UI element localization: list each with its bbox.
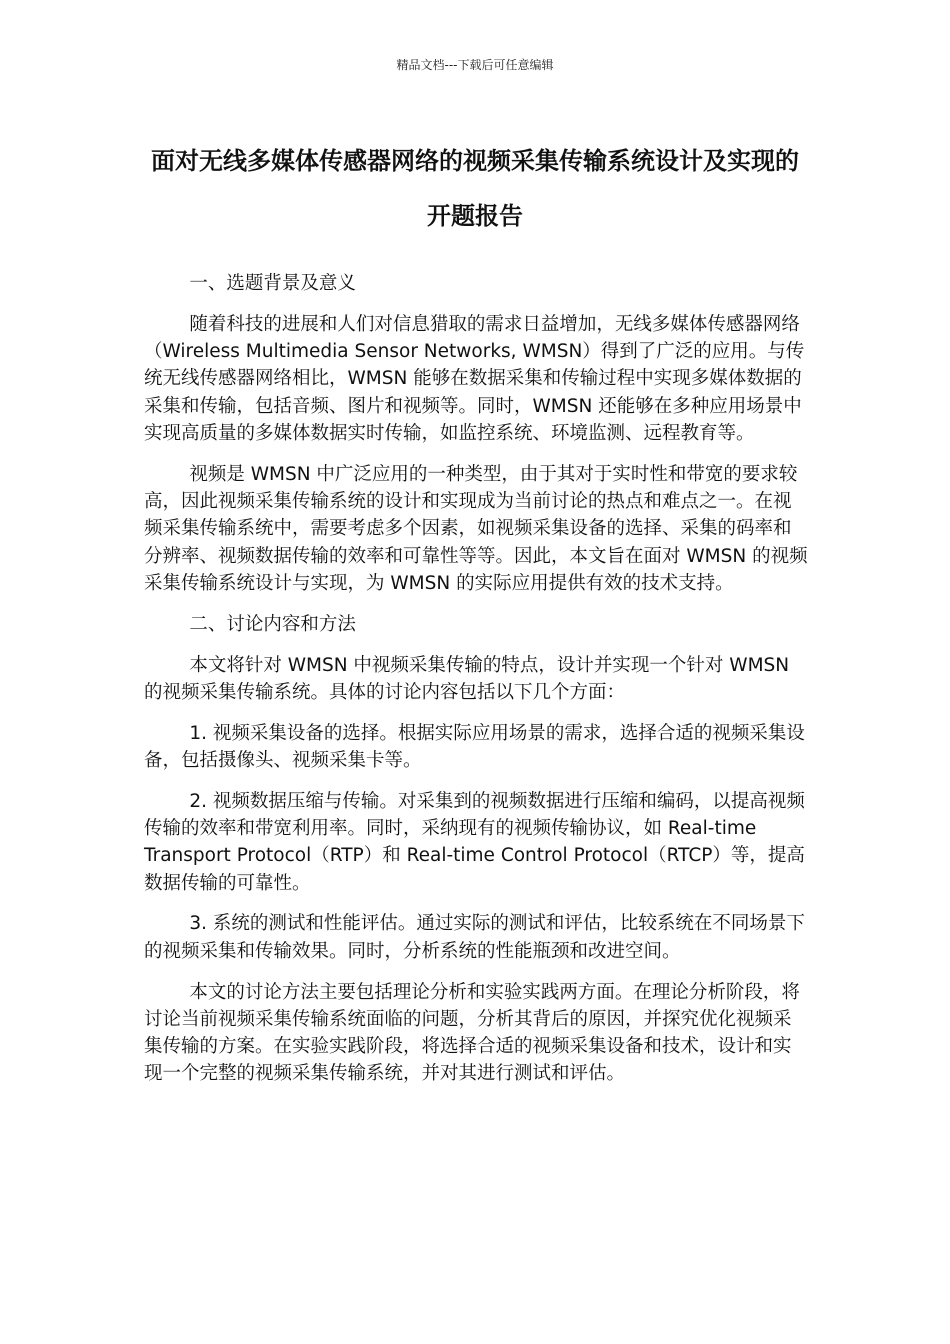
section-heading-content-method: 二、讨论内容和方法 xyxy=(189,613,356,635)
list-item-compression-transmission: 2. 视频数据压缩与传输。对采集到的视频数据进行压缩和编码，以提高视频传输的效率和带宽利用率。同时，采纳现有的视频传输协议，如 Real-time Transport Protocol（RTP）和 Real-time Control Protocol（RTCP）等，提高数据传输的可靠性。 xyxy=(144,790,805,894)
paragraph-background-2: 视频是 WMSN 中广泛应用的一种类型，由于其对于实时性和带宽的要求较高，因此视频采集传输系统的设计和实现成为当前讨论的热点和难点之一。在视频采集传输系统中，需要考虑多个因素，如视频采集设备的选择、采集的码率和分辨率、视频数据传输的效率和可靠性等等。因此，本文旨在面对 WMSN 的视频采集传输系统设计与实现，为 WMSN 的实际应用提供有效的技术支持。 xyxy=(144,463,808,594)
document-title: 面对无线多媒体传感器网络的视频采集传输系统设计及实现的开题报告 xyxy=(151,147,799,230)
paragraph-content-intro: 本文将针对 WMSN 中视频采集传输的特点，设计并实现一个针对 WMSN 的视频采集传输系统。具体的讨论内容包括以下几个方面： xyxy=(144,654,790,703)
paragraph-research-method: 本文的讨论方法主要包括理论分析和实验实践两方面。在理论分析阶段，将讨论当前视频采集传输系统面临的问题，分析其背后的原因，并探究优化视频采集传输的方案。在实验实践阶段，将选择合适的视频采集设备和技术，设计和实现一个完整的视频采集传输系统，并对其进行测试和评估。 xyxy=(144,981,800,1085)
list-item-device-selection: 1. 视频采集设备的选择。根据实际应用场景的需求，选择合适的视频采集设备，包括摄像头、视频采集卡等。 xyxy=(144,722,805,771)
paragraph-background-1: 随着科技的进展和人们对信息猎取的需求日益增加，无线多媒体传感器网络（Wireless Multimedia Sensor Networks, WMSN）得到了广泛的应用。与传统无线传感器网络相比，WMSN 能够在数据采集和传输过程中实现多媒体数据的采集和传输，包括音频、图片和视频等。同时，WMSN 还能够在多种应用场景中实现高质量的多媒体数据实时传输，如监控系统、环境监测、远程教育等。 xyxy=(144,313,805,444)
list-item-testing-evaluation: 3. 系统的测试和性能评估。通过实际的测试和评估，比较系统在不同场景下的视频采集和传输效果。同时，分析系统的性能瓶颈和改进空间。 xyxy=(144,913,805,962)
document-body xyxy=(144,270,808,1101)
section-heading-background: 一、选题背景及意义 xyxy=(189,273,356,294)
page-header: 精品文档---下载后可任意编辑 xyxy=(396,58,554,72)
